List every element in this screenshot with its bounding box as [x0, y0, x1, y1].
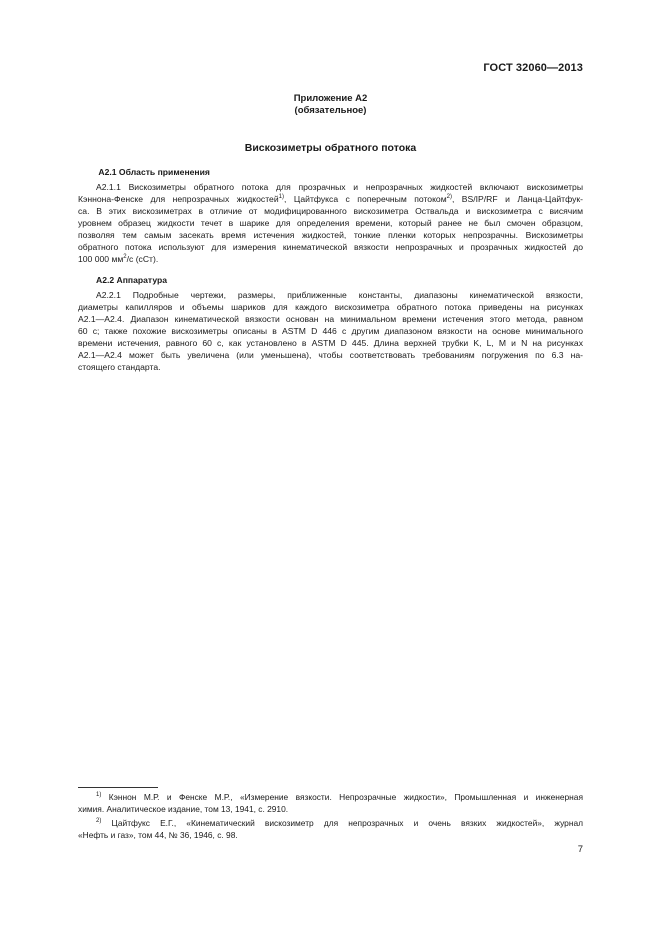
text-line: А2.2.1 Подробные чертежи, размеры, приближенные константы, диапазоны кинематической вязкости, — [96, 290, 583, 300]
footnote-line: $^{1)}$ Кэннон М.Р. и Фенске М.Р., «Измерение вязкости. Непрозрачные жидкости», Промышленная и инженерная — [96, 792, 583, 802]
footnote-divider — [78, 787, 158, 788]
footnote-1 — [78, 791, 583, 815]
section-heading-scope: А2.1 Область применения — [98, 167, 210, 177]
page-number: 7 — [577, 844, 583, 855]
apparatus-paragraph — [78, 289, 583, 373]
footnote-line: химия. Аналитическое издание, том 13, 1941, с. 2910. — [78, 804, 289, 814]
footnote-line: «Нефть и газ», том 44, № 36, 1946, с. 98. — [78, 830, 238, 840]
standard-header: ГОСТ 32060—2013 — [483, 62, 583, 74]
appendix-title: Приложение А2 — [293, 93, 368, 104]
scope-paragraph — [78, 181, 583, 265]
text-line: 100 000 $мм^2/с$ (сСт). — [78, 254, 159, 264]
text-line: са. В этих вискозиметрах в отличие от модифицированного вискозиметра Оствальда и вискозиметра с висячим — [78, 206, 583, 216]
text-line: А2.1—А2.4. Диапазон кинематической вязкости основан на минимальном времени истечения этого метода, равном — [78, 314, 583, 324]
text-line: позволяя тем самым засекать время истечения жидкостей, тонкие пленки которых непрозрачны. Вискозиметры — [78, 230, 583, 240]
footnote-2 — [78, 817, 583, 841]
text-line: А2.1.1 Вискозиметры обратного потока для прозрачных и непрозрачных жидкостей включают вискозиметры — [96, 182, 583, 192]
section-heading-apparatus: А2.2 Аппаратура — [96, 275, 168, 285]
appendix-note: (обязательное) — [294, 105, 367, 116]
text-line: Кэннона-Фенске для непрозрачных жидкостей$^{1)}$, Цайтфукса с поперечным потоком$^{2)}$, BS/IP/RF и Ланца-Цайтфук- — [78, 194, 584, 204]
section-scope — [78, 166, 583, 178]
appendix-heading — [0, 93, 661, 117]
section-apparatus — [78, 274, 583, 286]
text-line: времени истечения, равного 60 с, как установлено в ASTM D 445. Длина верхней трубки K, L, M и N на рисунках — [78, 338, 583, 348]
text-line: 60 с; также похожие вискозиметры описаны в ASTM D 446 с другим диапазоном вязкости на основе минимального — [78, 326, 583, 336]
main-title: Вискозиметры обратного потока — [244, 142, 417, 154]
text-line: обратного потока используют для измерения кинематической вязкости непрозрачных и прозрачных жидкостей до — [78, 242, 583, 252]
text-line: А2.1—А2.4 может быть увеличена (или уменьшена), чтобы соответствовать требованиям погружения по 6.3 на- — [78, 350, 583, 360]
text-line: стоящего стандарта. — [78, 362, 161, 372]
text-line: диаметры капилляров и объемы шариков для каждого вискозиметра обратного потока приведены на рисунках — [78, 302, 583, 312]
text-line: уровнем образец жидкости течет в шарике для определения времени, который ранее не был смочен образцом, — [78, 218, 583, 228]
footnote-line: $^{2)}$ Цайтфукс Е.Г., «Кинематический вискозиметр для непрозрачных и очень вязких жидкостей», журнал — [96, 818, 583, 828]
